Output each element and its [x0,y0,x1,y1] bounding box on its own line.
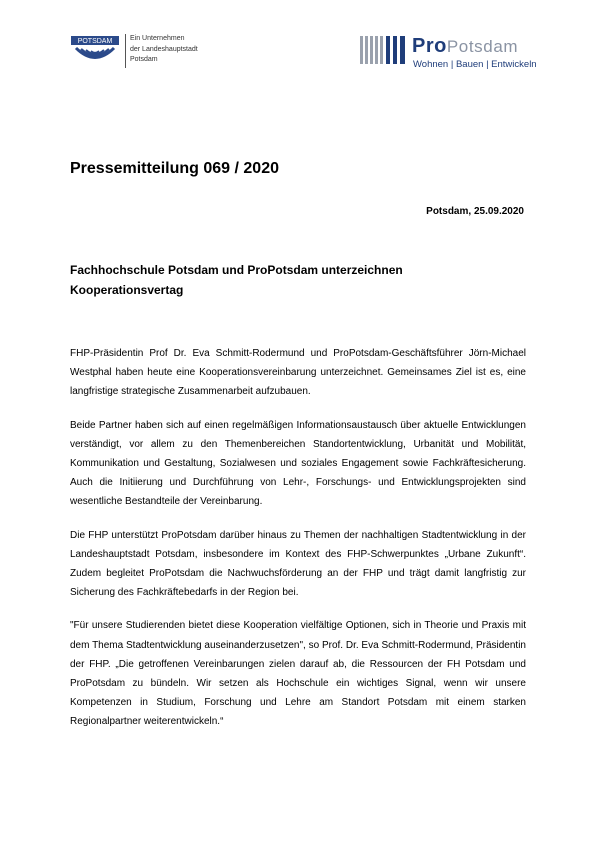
city-logo-label: POTSDAM [77,38,113,46]
body-paragraph: Die FHP unterstützt ProPotsdam darüber hinaus zu Themen der nachhaltigen Stadtentwicklung in der Landeshauptstadt Potsdam, insbesondere im Kontext des FHP-Schwerpunktes „Urbane Zukunft“. Zudem begleitet ProPotsdam die Nachwuchsförderung an der FHP und trägt damit langfristig zur Sicherung des Fachkräftebedarfs in der Region bei. [70,529,526,599]
brand-name [412,34,518,59]
body-paragraph: FHP-Präsidentin Prof Dr. Eva Schmitt-Rodermund und ProPotsdam-Geschäftsführer Jörn-Michael Westphal haben heute eine Kooperationsvereinbarung unterzeichnet. Gemeinsames Ziel ist es, eine langfristige strategische Zusammenarbeit aufzubauen. [70,348,526,398]
headline-line: Kooperationsvertag [70,283,184,297]
city-affiliation-text [130,34,198,66]
city-line: Ein Unternehmen [130,35,185,42]
headline-line: Fachhochschule Potsdam und ProPotsdam unterzeichnen [70,263,403,277]
city-affiliation [70,33,240,73]
body-text [70,344,526,746]
city-line: Potsdam [130,56,158,63]
propotsdam-logo [360,34,570,74]
city-divider [125,34,126,68]
press-release-title: Pressemitteilung 069 / 2020 [70,160,279,177]
brand-pro: Pro [412,35,447,57]
city-line: der Landeshauptstadt [130,45,198,53]
brand-tagline: Wohnen | Bauen | Entwickeln [413,59,537,70]
brand-potsdam: Potsdam [446,37,519,56]
dateline: Potsdam, 25.09.2020 [426,206,524,217]
potsdam-city-logo [70,33,120,69]
headline [70,260,530,300]
body-paragraph: "Für unsere Studierenden bietet diese Kooperation vielfältige Optionen, sich in Theorie und Praxis mit dem Thema Stadtentwicklung auseinanderzusetzen", so Prof. Dr. Eva Schmitt-Rodermund, Präsidentin der FHP. „Die getroffenen Vereinbarungen zielen darauf ab, die Ressourcen der FH Potsdam und ProPotsdam zu bündeln. Wir setzen als Hochschule ein wichtiges Signal, wenn wir unsere Kompetenzen in Studium, Forschung und Lehre am Standort Potsdam mit einem starken Regionalpartner weiterentwickeln.“ [70,620,526,728]
barcode-bars-icon [360,36,406,64]
body-paragraph: Beide Partner haben sich auf einen regelmäßigen Informationsaustausch über aktuelle Entwicklungen verständigt, vor allem zu den Themenbereichen Standortentwicklung, Urbanität und Mobilität, Kommunikation und Gestaltung, Sozialwesen und soziales Engagement sowie Fachkräftesicherung. Auch die Initiierung und Durchführung von Lehr-, Forschungs- und Entwicklungsprojekten sind wesentliche Bestandteile der Vereinbarung. [70,419,526,508]
